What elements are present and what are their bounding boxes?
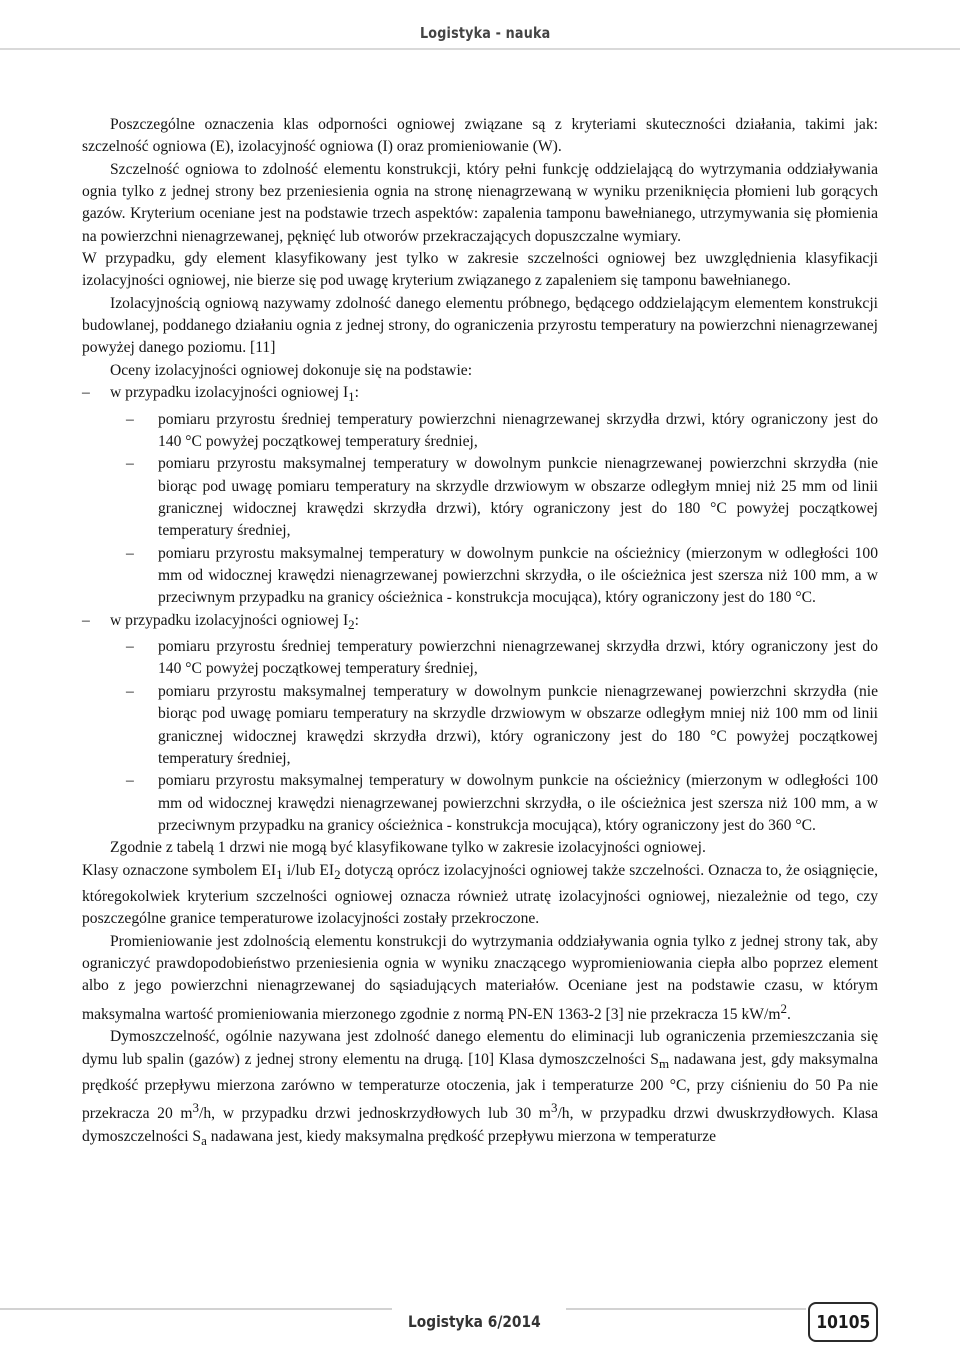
page-number-box <box>808 1302 878 1342</box>
sub-list-item <box>110 681 878 770</box>
paragraph-izolacyjnosc: Izolacyjnością ogniową nazywamy zdolność danego elementu próbnego, będącego oddzielającym elementem konstrukcji budowlanej, poddanego działaniu ognia z jednej strony, do ograniczenia przyrostu temperatury na powierzchni nienagrzewanej powyżej danego poziomu. [11] <box>82 294 878 357</box>
sub-list-text: pomiaru przyrostu maksymalnej temperatury w dowolnym punkcie na ościeżnicy (mierzonym w odległości 100 mm od widocznej krawędzi nienagrzewanej powierzchni skrzydła, o ile ościeżnica jest szersza niż 100 mm, a w przeciwnym przypadku na granicy ościeżnica - konstrukcja mocująca), który ograniczony jest do 180 °C. <box>158 544 878 607</box>
colon: : <box>354 611 360 629</box>
sub-list-item <box>110 543 878 610</box>
dash-bullet: – <box>126 455 134 473</box>
sub-list-text: pomiaru przyrostu maksymalnej temperatury w dowolnym punkcie na ościeżnicy (mierzonym w odległości 100 mm od widocznej krawędzi nienagrzewanej powierzchni skrzydła, o ile ościeżnica jest szersza niż 100 mm, a w przeciwnym przypadku na granicy ościeżnica - konstrukcja mocująca), który ograniczony jest do 360 °C. <box>158 772 878 834</box>
sub-list-item <box>110 770 878 837</box>
subscript: 2 <box>334 866 341 882</box>
sub-list-text: pomiaru przyrostu maksymalnej temperatury w dowolnym punkcie nienagrzewanej powierzchni skrzydła (nie biorąc pod uwagę pomiaru temperatury na skrzydle drzwiowym w obszarze odległym mniej niż 100 mm od linii granicznej widocznej krawędzi skrzydła drzwi), który ograniczony jest do 180 °C powyżej początkowej temperatury średniej, <box>158 682 878 767</box>
superscript: 3 <box>192 1100 200 1116</box>
text-run: nadawana jest, kiedy maksymalna prędkość przepływu mierzona w temperaturze <box>206 1127 717 1145</box>
paragraph-zgodnie: Zgodnie z tabelą 1 drzwi nie mogą być klasyfikowane tylko w zakresie izolacyjności ogniowej. <box>110 839 706 857</box>
dash-bullet: – <box>126 682 134 700</box>
paragraph-dymoszczelnosc <box>82 1026 878 1152</box>
superscript: 3 <box>550 1100 558 1116</box>
colon: : <box>354 384 360 402</box>
dash-bullet: – <box>126 410 134 428</box>
text-run: nadawana jest, gdy maksymalna prędkość przepływu mierzona zarówno w temperaturze otoczenia, jak i temperaturze 200 °C, przy ciśnieniu do 50 Pa nie przekracza 20 m <box>82 1050 878 1123</box>
paragraph-klasy <box>82 860 878 931</box>
text-run: /h, w przypadku drzwi dwuskrzydłowych. Klasa dymoszczelności S <box>82 1105 879 1145</box>
criteria-list <box>82 382 878 837</box>
subscript: 1 <box>276 866 283 882</box>
dash-bullet: – <box>82 384 90 402</box>
list-item-label: w przypadku izolacyjności ogniowej I <box>110 384 349 402</box>
text-run: /h, w przypadku drzwi jednoskrzydłowych lub 30 m <box>199 1105 551 1123</box>
footer-divider-right <box>566 1308 806 1310</box>
subscript: a <box>201 1133 207 1149</box>
footer-divider-left <box>0 1308 392 1310</box>
paragraph-oznaczenia: Poszczególne oznaczenia klas odporności ogniowej związane są z kryteriami skuteczności działania, takimi jak: szczelność ogniowa (E), izolacyjność ogniowa (I) oraz promieniowanie (W). <box>82 116 878 156</box>
sub-list-text: pomiaru przyrostu średniej temperatury powierzchni nienagrzewanej skrzydła drzwi, który ograniczony jest do 140 °C powyżej początkowej temperatury średniej, <box>158 638 878 678</box>
subscript: 1 <box>348 389 355 405</box>
page-number: 10105 <box>816 1311 870 1333</box>
dash-bullet: – <box>82 611 90 629</box>
paragraph-szczelnosc: Szczelność ogniowa to zdolność elementu konstrukcji, który pełni funkcję oddzielającą do wytrzymania oddziaływania ognia tylko z jednej strony bez przeniesienia ognia na stronę nienagrzewaną w wyniku przeniknięcia płomieni lub gorących gazów. Kryterium oceniane jest na podstawie trzech aspektów: zapalenia tamponu bawełnianego, utrzymywania się płomienia na powierzchni nienagrzewanej, pęknięć lub otworów przekraczających dopuszczalne wymiary. <box>82 160 878 245</box>
header-divider <box>0 48 960 50</box>
text-run: i/lub EI <box>282 861 335 879</box>
superscript: 2 <box>780 1000 787 1016</box>
sub-list-item <box>110 409 878 454</box>
list-item-label: w przypadku izolacyjności ogniowej I <box>110 611 349 629</box>
text-run: . <box>786 1005 791 1023</box>
text-run: Promieniowanie jest zdolnością elementu konstrukcji do wytrzymania oddziaływania ognia tylko z jednej strony tak, aby ograniczyć prawdopodobieństwo przeniesienia ognia w wyniku znaczącego wypromieniowania ciepła albo poprzez element albo z jego powierzchni nienagrzewanej do sąsiadujących materiałów. Oceniane jest na podstawie czasu, w którym maksymalna wartość promieniowania mierzonego zgodnie z normą PN-EN 1363-2 [3] nie przekracza 15 kW/m <box>82 932 878 1023</box>
dash-bullet: – <box>126 772 134 790</box>
subscript: m <box>658 1055 670 1071</box>
paragraph-szczelnosc-przypadek: W przypadku, gdy element klasyfikowany jest tylko w zakresie szczelności ogniowej bez uwzględnienia klasyfikacji izolacyjności ogniowej, nie bierze się pod uwagę kryterium związanego z zapaleniem się tamponu bawełnianego. <box>82 250 878 290</box>
text-run: Klasy oznaczone symbolem EI <box>82 861 277 879</box>
sub-list-text: pomiaru przyrostu średniej temperatury powierzchni nienagrzewanej skrzydła drzwi, który ograniczony jest do 140 °C powyżej początkowej temperatury średniej, <box>158 410 878 450</box>
page-header <box>0 24 960 50</box>
article-body <box>82 114 878 1152</box>
paragraph-promieniowanie <box>82 931 878 1027</box>
sub-list-text: pomiaru przyrostu maksymalnej temperatury w dowolnym punkcie nienagrzewanej powierzchni skrzydła (nie biorąc pod uwagę pomiaru temperatury na skrzydle drzwiowym w obszarze odległym mniej niż 25 mm od linii granicznej widocznej krawędzi skrzydła drzwi), który ograniczony jest do 180 °C powyżej początkowej temperatury średniej, <box>158 455 878 540</box>
subscript: 2 <box>348 616 355 632</box>
list-item-i2 <box>82 610 878 838</box>
sub-list-i1 <box>110 409 878 610</box>
dash-bullet: – <box>126 638 134 656</box>
page-footer <box>0 1300 960 1358</box>
paragraph-oceny: Oceny izolacyjności ogniowej dokonuje się na podstawie: <box>110 361 473 379</box>
text-run: dotyczą oprócz izolacyjności ogniowej także szczelności. Oznacza to, że osiągnięcie, któregokolwiek kryterium szczelności ogniowej oznacza również utratę izolacyjności ogniowej, niezależnie od tego, czy poszczególne granice temperaturowe izolacyjności zostały przekroczone. <box>82 861 878 928</box>
journal-issue: Logistyka 6/2014 <box>408 1312 541 1331</box>
journal-section-title: Logistyka - nauka <box>419 24 550 42</box>
sub-list-item <box>110 636 878 681</box>
dash-bullet: – <box>126 544 134 562</box>
sub-list-i2 <box>110 636 878 837</box>
sub-list-item <box>110 453 878 542</box>
text-run: Dymoszczelność, ogólnie nazywana jest zdolność danego elementu do eliminacji lub ograniczenia przemieszczania się dymu lub spalin (gazów) z jednej strony elementu na drugą. [10] Klasa dymoszczelności S <box>82 1028 878 1068</box>
list-item-i1 <box>82 382 878 610</box>
